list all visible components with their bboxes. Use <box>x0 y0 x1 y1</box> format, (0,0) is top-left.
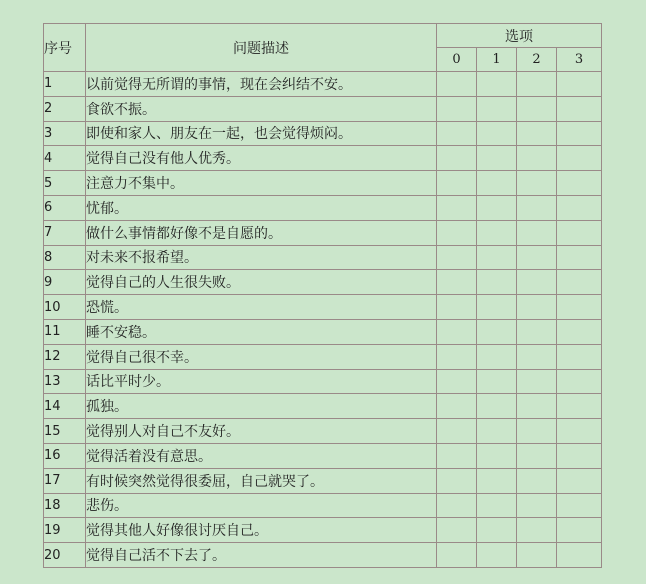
answer-cell-3[interactable] <box>557 468 602 493</box>
answer-cell-0[interactable] <box>437 394 477 419</box>
row-description: 做什么事情都好像不是自愿的。 <box>86 220 437 245</box>
answer-cell-2[interactable] <box>517 518 557 543</box>
answer-cell-1[interactable] <box>477 171 517 196</box>
answer-cell-0[interactable] <box>437 369 477 394</box>
table-row <box>44 72 602 97</box>
answer-cell-2[interactable] <box>517 146 557 171</box>
answer-cell-3[interactable] <box>557 518 602 543</box>
answer-cell-3[interactable] <box>557 96 602 121</box>
row-description: 有时候突然觉得很委屈，自己就哭了。 <box>86 468 437 493</box>
answer-cell-1[interactable] <box>477 344 517 369</box>
answer-cell-3[interactable] <box>557 295 602 320</box>
row-number: 14 <box>44 394 86 419</box>
answer-cell-0[interactable] <box>437 443 477 468</box>
answer-cell-3[interactable] <box>557 146 602 171</box>
header-options: 选项 <box>437 24 602 48</box>
answer-cell-0[interactable] <box>437 468 477 493</box>
answer-cell-3[interactable] <box>557 220 602 245</box>
row-number: 8 <box>44 245 86 270</box>
answer-cell-0[interactable] <box>437 344 477 369</box>
row-description: 觉得自己很不幸。 <box>86 344 437 369</box>
answer-cell-2[interactable] <box>517 121 557 146</box>
table-row <box>44 394 602 419</box>
answer-cell-3[interactable] <box>557 245 602 270</box>
table-row <box>44 245 602 270</box>
row-number: 20 <box>44 543 86 568</box>
answer-cell-2[interactable] <box>517 295 557 320</box>
answer-cell-2[interactable] <box>517 319 557 344</box>
row-number: 15 <box>44 419 86 444</box>
answer-cell-1[interactable] <box>477 468 517 493</box>
row-description: 以前觉得无所谓的事情，现在会纠结不安。 <box>86 72 437 97</box>
answer-cell-1[interactable] <box>477 121 517 146</box>
answer-cell-2[interactable] <box>517 96 557 121</box>
header-option-2: 2 <box>517 48 557 72</box>
question-rows <box>44 72 602 568</box>
answer-cell-3[interactable] <box>557 270 602 295</box>
answer-cell-1[interactable] <box>477 220 517 245</box>
table-row <box>44 270 602 295</box>
answer-cell-1[interactable] <box>477 543 517 568</box>
table-row <box>44 121 602 146</box>
row-description: 觉得自己没有他人优秀。 <box>86 146 437 171</box>
answer-cell-2[interactable] <box>517 270 557 295</box>
table-row <box>44 468 602 493</box>
answer-cell-0[interactable] <box>437 319 477 344</box>
answer-cell-0[interactable] <box>437 493 477 518</box>
table-row <box>44 443 602 468</box>
answer-cell-0[interactable] <box>437 220 477 245</box>
row-description: 觉得自己的人生很失败。 <box>86 270 437 295</box>
answer-cell-1[interactable] <box>477 419 517 444</box>
row-number: 13 <box>44 369 86 394</box>
row-number: 19 <box>44 518 86 543</box>
row-description: 食欲不振。 <box>86 96 437 121</box>
table-row <box>44 295 602 320</box>
answer-cell-3[interactable] <box>557 543 602 568</box>
answer-cell-3[interactable] <box>557 72 602 97</box>
answer-cell-1[interactable] <box>477 295 517 320</box>
answer-cell-1[interactable] <box>477 245 517 270</box>
row-description: 忧郁。 <box>86 195 437 220</box>
table-row <box>44 171 602 196</box>
answer-cell-0[interactable] <box>437 72 477 97</box>
answer-cell-2[interactable] <box>517 394 557 419</box>
answer-cell-0[interactable] <box>437 270 477 295</box>
header-number: 序号 <box>44 24 86 72</box>
answer-cell-2[interactable] <box>517 443 557 468</box>
row-number: 2 <box>44 96 86 121</box>
row-number: 4 <box>44 146 86 171</box>
table-row <box>44 518 602 543</box>
answer-cell-1[interactable] <box>477 72 517 97</box>
row-description: 恐慌。 <box>86 295 437 320</box>
header-option-1: 1 <box>477 48 517 72</box>
row-number: 12 <box>44 344 86 369</box>
answer-cell-1[interactable] <box>477 319 517 344</box>
row-description: 悲伤。 <box>86 493 437 518</box>
row-description: 对未来不报希望。 <box>86 245 437 270</box>
answer-cell-2[interactable] <box>517 171 557 196</box>
table-row <box>44 419 602 444</box>
answer-cell-2[interactable] <box>517 369 557 394</box>
answer-cell-0[interactable] <box>437 121 477 146</box>
answer-cell-2[interactable] <box>517 344 557 369</box>
answer-cell-2[interactable] <box>517 543 557 568</box>
row-description: 觉得自己活不下去了。 <box>86 543 437 568</box>
answer-cell-1[interactable] <box>477 518 517 543</box>
row-number: 3 <box>44 121 86 146</box>
row-number: 18 <box>44 493 86 518</box>
table-row <box>44 96 602 121</box>
answer-cell-1[interactable] <box>477 270 517 295</box>
answer-cell-1[interactable] <box>477 493 517 518</box>
table-row <box>44 344 602 369</box>
answer-cell-1[interactable] <box>477 394 517 419</box>
answer-cell-2[interactable] <box>517 493 557 518</box>
row-number: 11 <box>44 319 86 344</box>
row-description: 觉得活着没有意思。 <box>86 443 437 468</box>
answer-cell-0[interactable] <box>437 195 477 220</box>
row-number: 5 <box>44 171 86 196</box>
answer-cell-0[interactable] <box>437 419 477 444</box>
table-row <box>44 220 602 245</box>
answer-cell-0[interactable] <box>437 295 477 320</box>
answer-cell-3[interactable] <box>557 394 602 419</box>
answer-cell-1[interactable] <box>477 146 517 171</box>
answer-cell-2[interactable] <box>517 72 557 97</box>
row-number: 17 <box>44 468 86 493</box>
row-description: 觉得其他人好像很讨厌自己。 <box>86 518 437 543</box>
row-description: 睡不安稳。 <box>86 319 437 344</box>
row-number: 7 <box>44 220 86 245</box>
answer-cell-2[interactable] <box>517 468 557 493</box>
table-row <box>44 146 602 171</box>
row-number: 9 <box>44 270 86 295</box>
row-description: 觉得别人对自己不友好。 <box>86 419 437 444</box>
answer-cell-3[interactable] <box>557 493 602 518</box>
header-option-3: 3 <box>557 48 602 72</box>
answer-cell-2[interactable] <box>517 220 557 245</box>
answer-cell-3[interactable] <box>557 319 602 344</box>
answer-cell-3[interactable] <box>557 195 602 220</box>
answer-cell-2[interactable] <box>517 195 557 220</box>
answer-cell-3[interactable] <box>557 344 602 369</box>
row-description: 孤独。 <box>86 394 437 419</box>
table-row <box>44 543 602 568</box>
row-description: 即使和家人、朋友在一起，也会觉得烦闷。 <box>86 121 437 146</box>
row-number: 1 <box>44 72 86 97</box>
answer-cell-3[interactable] <box>557 419 602 444</box>
answer-cell-2[interactable] <box>517 245 557 270</box>
answer-cell-1[interactable] <box>477 443 517 468</box>
row-number: 16 <box>44 443 86 468</box>
table-row <box>44 493 602 518</box>
answer-cell-3[interactable] <box>557 121 602 146</box>
row-description: 话比平时少。 <box>86 369 437 394</box>
answer-cell-1[interactable] <box>477 96 517 121</box>
questionnaire-table <box>43 23 602 568</box>
table-row <box>44 369 602 394</box>
header-description: 问题描述 <box>86 24 437 72</box>
answer-cell-1[interactable] <box>477 195 517 220</box>
answer-cell-0[interactable] <box>437 96 477 121</box>
answer-cell-0[interactable] <box>437 171 477 196</box>
answer-cell-3[interactable] <box>557 171 602 196</box>
answer-cell-3[interactable] <box>557 369 602 394</box>
header-option-0: 0 <box>437 48 477 72</box>
row-number: 6 <box>44 195 86 220</box>
answer-cell-0[interactable] <box>437 245 477 270</box>
answer-cell-0[interactable] <box>437 518 477 543</box>
answer-cell-0[interactable] <box>437 543 477 568</box>
table-row <box>44 195 602 220</box>
row-number: 10 <box>44 295 86 320</box>
row-description: 注意力不集中。 <box>86 171 437 196</box>
answer-cell-0[interactable] <box>437 146 477 171</box>
answer-cell-3[interactable] <box>557 443 602 468</box>
answer-cell-1[interactable] <box>477 369 517 394</box>
answer-cell-2[interactable] <box>517 419 557 444</box>
table-row <box>44 319 602 344</box>
